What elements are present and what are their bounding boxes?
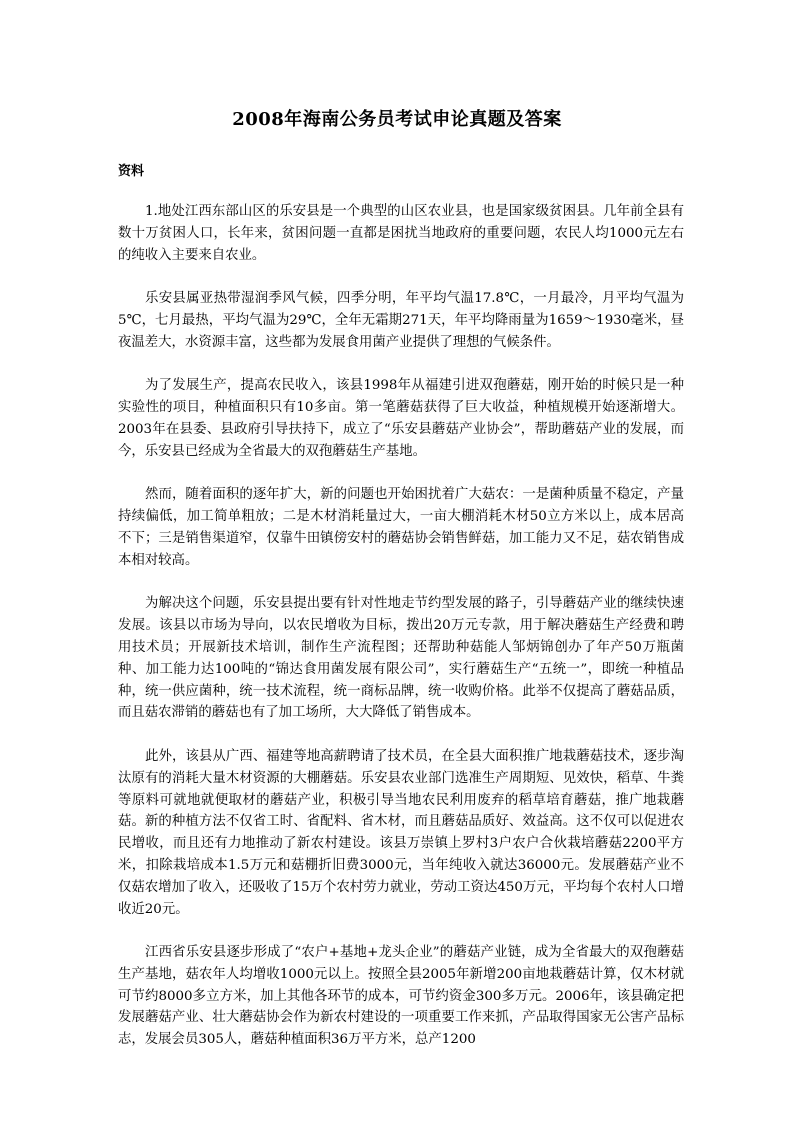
paragraph: 1.地处江西东部山区的乐安县是一个典型的山区农业县，也是国家级贫困县。几年前全县有数十万贫困人口，长年来，贫困问题一直都是困扰当地政府的重要问题，农民人均1000元左右的纯收入主要来自农业。 <box>118 204 684 263</box>
paragraph: 为了发展生产，提高农民收入，该县1998年从福建引进双孢蘑菇，刚开始的时候只是一种实验性的项目，种植面积只有10多亩。第一笔蘑菇获得了巨大收益，种植规模开始逐渐增大。2003年在县委、县政府引导扶持下，成立了“乐安县蘑菇产业协会”，帮助蘑菇产业的发展，而今，乐安县已经成为全省最大的双孢蘑菇生产基地。 <box>118 378 684 459</box>
paragraph: 为解决这个问题，乐安县提出要有针对性地走节约型发展的路子，引导蘑菇产业的继续快速发展。该县以市场为导向，以农民增收为目标，拨出20万元专款，用于解决蘑菇生产经费和聘用技术员；开展新技术培训，制作生产流程图；还帮助种菇能人邹炳锦创办了年产50万瓶菌种、加工能力达100吨的“锦达食用菌发展有限公司”，实行蘑菇生产“五统一”，即统一种植品种，统一供应菌种，统一技术流程，统一商标品牌，统一收购价格。此举不仅提高了蘑菇品质，而且菇农滞销的蘑菇也有了加工场所，大大降低了销售成本。 <box>118 596 684 721</box>
paragraph: 然而，随着面积的逐年扩大，新的问题也开始困扰着广大菇农：一是菌种质量不稳定，产量持续偏低，加工简单粗放；二是木材消耗量过大，一亩大棚消耗木材50立方米以上，成本居高不下；三是销售渠道窄，仅靠牛田镇傍安村的蘑菇协会销售鲜菇，加工能力又不足，菇农销售成本相对较高。 <box>118 487 684 568</box>
paragraph: 乐安县属亚热带湿润季风气候，四季分明，年平均气温17.8℃，一月最冷，月平均气温为5℃，七月最热，平均气温为29℃，全年无霜期271天，年平均降雨量为1659～1930毫米，昼夜温差大，水资源丰富，这些都为发展食用菌产业提供了理想的气候条件。 <box>118 291 684 350</box>
paragraph: 此外，该县从广西、福建等地高薪聘请了技术员，在全县大面积推广地栽蘑菇技术，逐步淘汰原有的消耗大量木材资源的大棚蘑菇。乐安县农业部门选准生产周期短、见效快，稻草、牛粪等原料可就地就便取材的蘑菇产业，积极引导当地农民利用废弃的稻草培育蘑菇，推广地栽蘑菇。新的种植方法不仅省工时、省配料、省木材，而且蘑菇品质好、效益高。这不仅可以促进农民增收，而且还有力地推动了新农村建设。该县万崇镇上罗村3户农户合伙栽培蘑菇2200平方米，扣除栽培成本1.5万元和菇棚折旧费3000元，当年纯收入就达36000元。发展蘑菇产业不仅菇农增加了收入，还吸收了15万个农村劳力就业，劳动工资达450万元，平均每个农村人口增收近20元。 <box>118 748 684 917</box>
document-title: 2008年海南公务员考试申论真题及答案 <box>232 109 562 130</box>
paragraph: 江西省乐安县逐步形成了“农户+基地+龙头企业”的蘑菇产业链，成为全省最大的双孢蘑菇生产基地，菇农年人均增收1000元以上。按照全县2005年新增200亩地栽蘑菇计算，仅木材就可节约8000多立方米，加上其他各环节的成本，可节约资金300多万元。2006年，该县确定把发展蘑菇产业、壮大蘑菇协会作为新农村建设的一项重要工作来抓，产品取得国家无公害产品标志，发展会员305人，蘑菇种植面积36万平方米，总产1200 <box>118 945 684 1048</box>
section-label: 资料 <box>118 164 145 179</box>
document-body <box>118 201 684 1073</box>
